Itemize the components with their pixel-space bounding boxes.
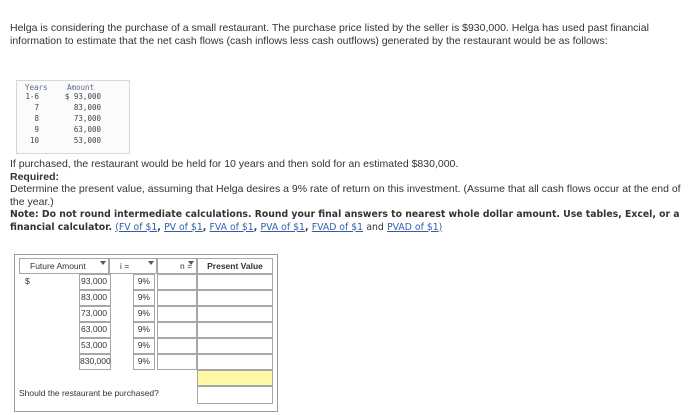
future-amount-cell: 73,000 (79, 306, 111, 322)
purchase-question: Should the restaurant be purchased? (19, 388, 159, 398)
links-open-paren: ( (115, 221, 119, 233)
periods-header: n = (157, 258, 197, 274)
years-cell: 9 (34, 125, 39, 134)
fva-of-1-link[interactable]: FVA of $1 (209, 221, 254, 233)
holding-period-text: If purchased, the restaurant would be held for 10 years and then sold for an estimated $830,000. (10, 158, 459, 170)
future-amount-cell: 830,000 (79, 354, 111, 370)
amount-cell: 53,000 (73, 136, 101, 145)
interest-rate-header: i = (109, 258, 157, 274)
currency-symbol: $ (25, 276, 30, 286)
periods-input[interactable] (157, 274, 197, 290)
dropdown-arrow-icon (188, 261, 194, 265)
amount-cell: 73,000 (73, 114, 101, 123)
cash-flow-row (17, 136, 129, 146)
periods-input[interactable] (157, 338, 197, 354)
present-value-input[interactable] (197, 290, 273, 306)
pva-of-1-link[interactable]: PVA of $1 (260, 221, 305, 233)
present-value-input[interactable] (197, 354, 273, 370)
present-value-worksheet (14, 254, 278, 412)
dropdown-arrow-icon (148, 261, 154, 265)
rounding-note: Note: Do not round intermediate calculations. Round your final answers to nearest whole dollar amount. Use tables, Excel, or a financial calculator. (FV of $1, PV of $1, FVA of $1, PVA of $1, FVAD of $1 and PVAD of $1) (10, 209, 680, 233)
years-cell: 10 (29, 136, 39, 145)
problem-intro: Helga is considering the purchase of a small restaurant. The purchase price listed by the seller is $930,000. Helga has used past financial information to estimate that the net cash flows (cash inflows less cash outflows) generated by the restaurant would be as follows: (10, 22, 649, 47)
future-amount-cell: 93,000 (79, 274, 111, 290)
years-cell: 7 (34, 103, 39, 112)
pv-of-1-link[interactable]: PV of $1 (164, 221, 203, 233)
present-value-header: Present Value (197, 258, 273, 274)
cash-flow-row (17, 125, 129, 135)
rate-cell: 9% (133, 274, 155, 290)
periods-input[interactable] (157, 322, 197, 338)
fvad-of-1-link[interactable]: FVAD of $1 (311, 221, 364, 233)
rate-cell: 9% (133, 354, 155, 370)
periods-input[interactable] (157, 290, 197, 306)
and-text: and (366, 221, 384, 233)
future-amount-cell: 83,000 (79, 290, 111, 306)
future-amount-header: Future Amount (19, 258, 109, 274)
cash-flow-row (17, 103, 129, 113)
future-amount-cell: 53,000 (79, 338, 111, 354)
rate-cell: 9% (133, 306, 155, 322)
required-label: Required: (10, 171, 60, 183)
amount-cell: $ 93,000 (64, 92, 101, 101)
present-value-input[interactable] (197, 274, 273, 290)
fv-of-1-link[interactable]: FV of $1 (118, 221, 158, 233)
pvad-of-1-link[interactable]: PVAD of $1 (387, 221, 439, 233)
future-amount-cell: 63,000 (79, 322, 111, 338)
purchase-decision-select[interactable] (197, 386, 273, 404)
dropdown-arrow-icon (100, 261, 106, 265)
years-header: Years (25, 83, 48, 92)
determine-instruction: Determine the present value, assuming that Helga desires a 9% rate of return on this investment. (Assume that all cash flows occur at the end of the year.) (10, 183, 681, 208)
periods-input[interactable] (157, 354, 197, 370)
rate-cell: 9% (133, 338, 155, 354)
present-value-input[interactable] (197, 306, 273, 322)
amount-cell: 83,000 (73, 103, 101, 112)
amount-header: Amount (67, 83, 95, 92)
note-text: Note: Do not round intermediate calculations. Round your final answers to nearest whole dollar amount. Use tables, Excel, or a financial calculator. (10, 209, 680, 233)
cash-flow-row (17, 92, 129, 102)
links-close-paren: ) (438, 221, 443, 233)
rate-cell: 9% (133, 322, 155, 338)
total-present-value-input[interactable] (197, 370, 273, 386)
amount-cell: 63,000 (73, 125, 101, 134)
periods-input[interactable] (157, 306, 197, 322)
years-cell: 8 (34, 114, 39, 123)
present-value-input[interactable] (197, 338, 273, 354)
cash-flow-table (16, 80, 130, 154)
years-cell: 1-6 (25, 92, 39, 101)
rate-cell: 9% (133, 290, 155, 306)
present-value-input[interactable] (197, 322, 273, 338)
cash-flow-row (17, 114, 129, 124)
